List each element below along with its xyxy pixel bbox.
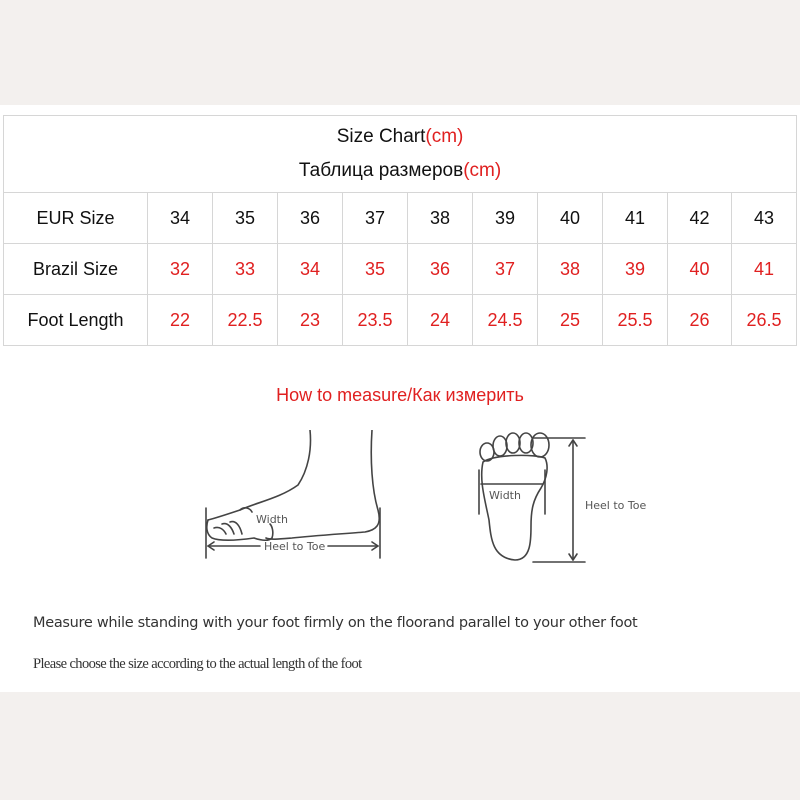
cell: 22 [148,295,213,346]
svg-text:Heel to Toe: Heel to Toe [585,499,647,512]
svg-text:Width: Width [256,513,288,526]
cell: 36 [408,244,473,295]
table-row-foot-length [4,295,797,346]
size-chart-panel [0,105,800,692]
table-row-eur [4,193,797,244]
side-view-foot-illustration [200,430,390,570]
cell: 23 [278,295,343,346]
cell: 40 [668,244,732,295]
foot-side-icon [200,430,390,570]
top-view-foot-illustration [475,430,675,570]
cell: 39 [473,193,538,244]
cell: 32 [148,244,213,295]
cell: 37 [473,244,538,295]
cell: 26.5 [732,295,797,346]
cell: 34 [148,193,213,244]
title-ru: Таблица размеров(cm) [298,160,502,181]
cell: 24 [408,295,473,346]
how-to-measure-heading: How to measure/Как измерить [276,385,524,405]
cell: 40 [538,193,603,244]
cell: 43 [732,193,797,244]
foot-top-icon [475,430,675,570]
title-en: Size Chart(cm) [336,126,464,147]
cell: 39 [603,244,668,295]
row-label: Foot Length [4,295,148,346]
cell: 26 [668,295,732,346]
table-title [4,116,797,193]
cell: 25.5 [603,295,668,346]
cell: 38 [538,244,603,295]
measure-instruction: Measure while standing with your foot firmly on the floorand parallel to your other foot [33,615,638,631]
cell: 35 [343,244,408,295]
cell: 35 [213,193,278,244]
cell: 36 [278,193,343,244]
cell: 25 [538,295,603,346]
cell: 42 [668,193,732,244]
cell: 34 [278,244,343,295]
cell: 33 [213,244,278,295]
size-choice-instruction: Please choose the size according to the actual length of the foot [33,656,362,672]
svg-text:Width: Width [489,489,521,502]
cell: 38 [408,193,473,244]
svg-text:Heel to Toe: Heel to Toe [264,540,326,553]
row-label: EUR Size [4,193,148,244]
size-table [3,115,797,346]
cell: 24.5 [473,295,538,346]
cell: 23.5 [343,295,408,346]
row-label: Brazil Size [4,244,148,295]
cell: 22.5 [213,295,278,346]
cell: 41 [732,244,797,295]
table-row-brazil [4,244,797,295]
cell: 37 [343,193,408,244]
cell: 41 [603,193,668,244]
